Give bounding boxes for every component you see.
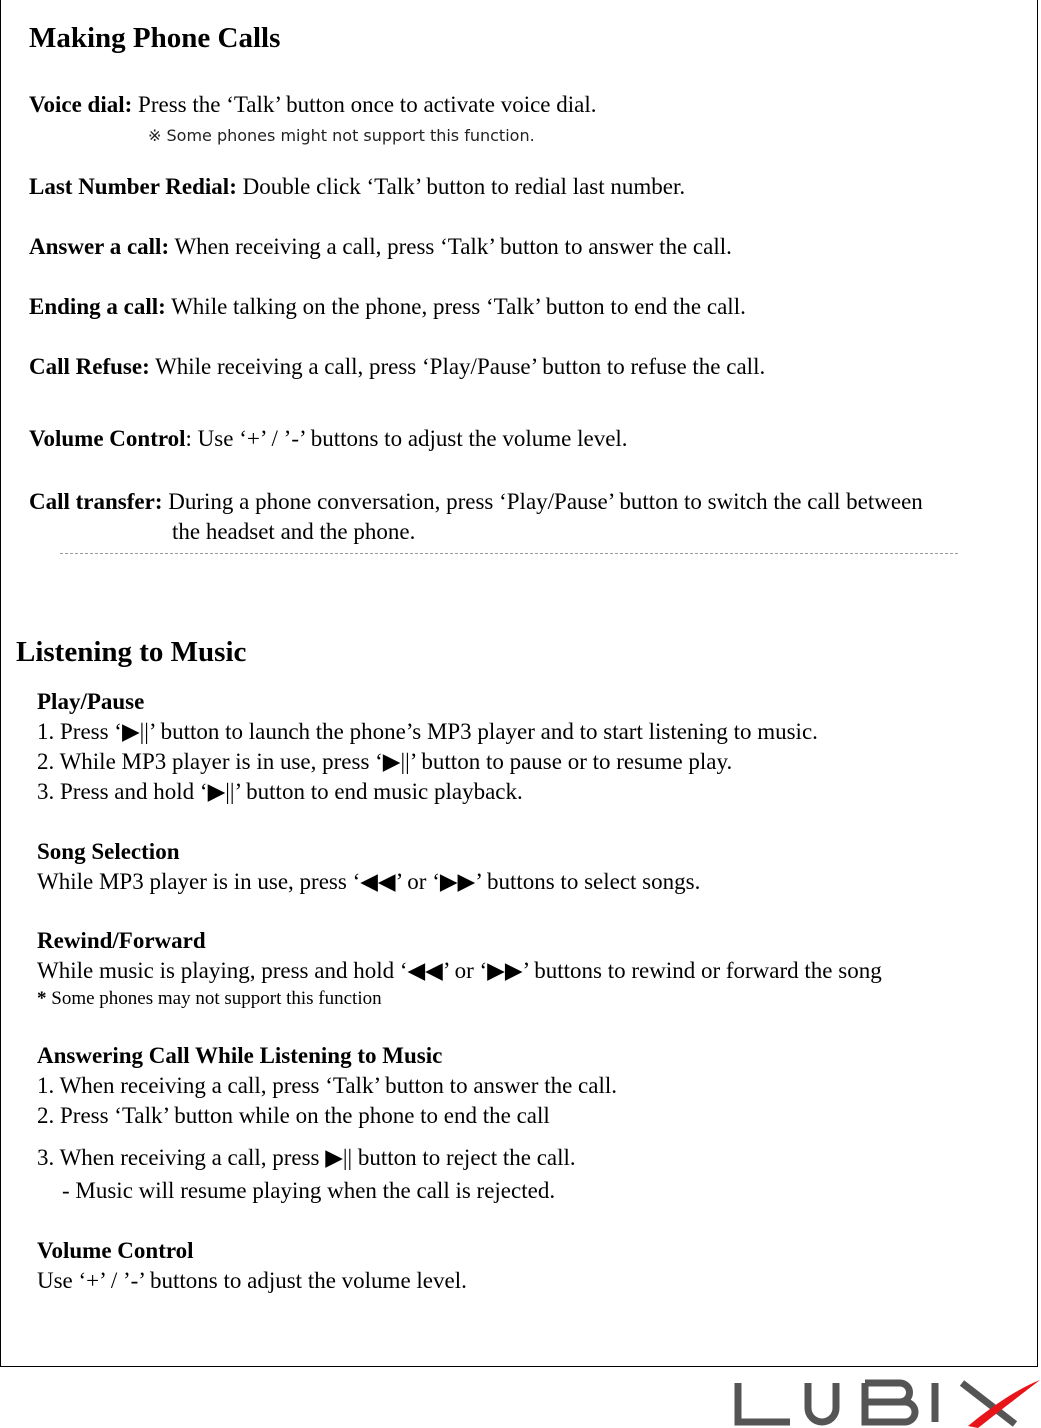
section-divider [60, 553, 958, 554]
note-text: Some phones may not support this function [46, 988, 382, 1009]
item-label: Voice dial: [29, 92, 133, 117]
item-text: Double click ‘Talk’ button to redial last number. [236, 174, 686, 199]
item-text: During a phone conversation, press ‘Play/Pause’ button to switch the call between [162, 489, 923, 514]
item-label: Answer a call: [29, 234, 170, 259]
section-title-music: Listening to Music [16, 636, 247, 668]
item-label: Call transfer: [29, 489, 163, 514]
rewind-note [37, 985, 382, 1013]
rewind-text: While music is playing, press and hold ‘◀◀’ or ‘▶▶’ buttons to rewind or forward the song [37, 958, 882, 983]
volume-text: Use ‘+’ / ’-’ buttons to adjust the volume level. [37, 1268, 467, 1293]
answering-heading: Answering Call While Listening to Music [37, 1043, 443, 1068]
voice-dial-note: ※ Some phones might not support this function. [148, 126, 535, 145]
song-selection-heading: Song Selection [37, 839, 180, 864]
item-text: While receiving a call, press ‘Play/Pause’ button to refuse the call. [149, 354, 766, 379]
lubix-logo [730, 1378, 1040, 1428]
rewind-heading: Rewind/Forward [37, 928, 206, 953]
item-label: Volume Control [29, 426, 186, 451]
note-star: * [37, 988, 47, 1009]
transfer-item [29, 488, 923, 516]
volume-item [29, 425, 628, 453]
list-item: 2. Press ‘Talk’ button while on the phone to end the call [37, 1103, 550, 1128]
item-text: Press the ‘Talk’ button once to activate voice dial. [132, 92, 597, 117]
list-item: 3. When receiving a call, press ▶|| button to reject the call. [37, 1145, 576, 1170]
item-text: : Use ‘+’ / ’-’ buttons to adjust the volume level. [185, 426, 628, 451]
transfer-item-continued: the headset and the phone. [172, 519, 416, 544]
song-selection-text: While MP3 player is in use, press ‘◀◀’ or ‘▶▶’ buttons to select songs. [37, 869, 701, 894]
item-label: Last Number Redial: [29, 174, 237, 199]
answer-item [29, 233, 732, 261]
item-text: While talking on the phone, press ‘Talk’ button to end the call. [165, 294, 746, 319]
item-text: When receiving a call, press ‘Talk’ button to answer the call. [169, 234, 732, 259]
item-label: Ending a call: [29, 294, 166, 319]
list-item: 3. Press and hold ‘▶||’ button to end music playback. [37, 779, 523, 804]
list-item: - Music will resume playing when the call is rejected. [62, 1178, 556, 1203]
section-title-phone-calls: Making Phone Calls [29, 22, 281, 54]
redial-item [29, 173, 685, 201]
volume-heading: Volume Control [37, 1238, 194, 1263]
item-label: Call Refuse: [29, 354, 150, 379]
list-item: 1. Press ‘▶||’ button to launch the phone’s MP3 player and to start listening to music. [37, 719, 818, 744]
play-pause-heading: Play/Pause [37, 689, 145, 714]
ending-item [29, 293, 746, 321]
voice-dial-item [29, 91, 597, 119]
list-item: 1. When receiving a call, press ‘Talk’ button to answer the call. [37, 1073, 617, 1098]
list-item: 2. While MP3 player is in use, press ‘▶||’ button to pause or to resume play. [37, 749, 733, 774]
refuse-item [29, 353, 765, 381]
